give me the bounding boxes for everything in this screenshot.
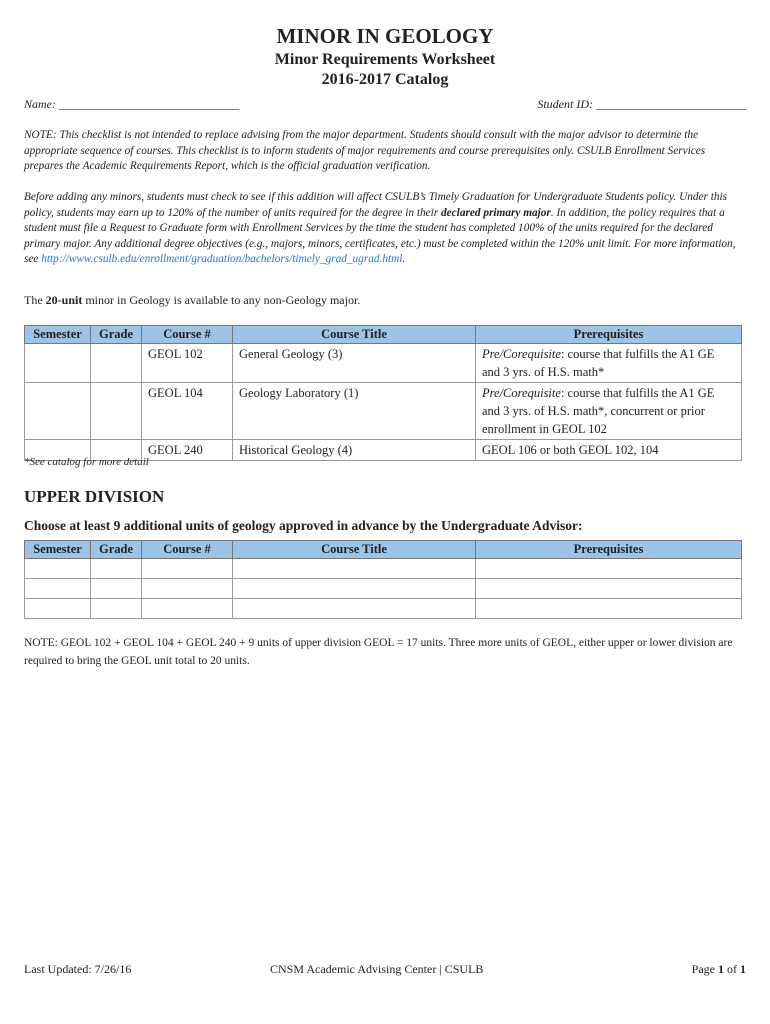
- page-of: of: [724, 962, 740, 976]
- lower-division-table: [24, 325, 742, 461]
- header-prereq: Prerequisites: [476, 326, 742, 344]
- intro-pre: The: [24, 293, 46, 307]
- header-semester: Semester: [25, 326, 91, 344]
- table-header: [25, 326, 742, 344]
- blank-row: [25, 559, 742, 579]
- title-cell[interactable]: [233, 579, 476, 599]
- blank-row: [25, 579, 742, 599]
- header-semester: Semester: [25, 541, 91, 559]
- course-number: GEOL 104: [142, 383, 233, 440]
- page-subtitle: Minor Requirements Worksheet: [274, 51, 496, 68]
- header-title: Course Title: [233, 326, 476, 344]
- prerequisites: [476, 344, 742, 383]
- title-cell[interactable]: [233, 559, 476, 579]
- name-field[interactable]: Name: ______________________________: [24, 97, 239, 111]
- policy-end: .: [402, 253, 406, 265]
- grade-cell[interactable]: [91, 344, 142, 383]
- timely-grad-link[interactable]: http://www.csulb.edu/enrollment/graduation/bachelors/timely_grad_ugrad.html: [41, 253, 403, 265]
- grade-cell[interactable]: [91, 383, 142, 440]
- page-title: MINOR IN GEOLOGY: [276, 24, 494, 48]
- upper-division-heading: UPPER DIVISION: [24, 487, 165, 506]
- page-number: [692, 962, 746, 977]
- course-cell[interactable]: [142, 579, 233, 599]
- page-label: Page: [691, 962, 718, 976]
- intro-text: [24, 293, 360, 308]
- upper-division-table: [24, 540, 742, 619]
- table-row: [25, 383, 742, 440]
- last-updated: Last Updated: 7/26/16: [24, 962, 132, 976]
- catalog-footnote: *See catalog for more detail: [24, 456, 149, 468]
- prereq-label: Pre/Corequisite: [482, 386, 561, 400]
- prereq-cell[interactable]: [476, 579, 742, 599]
- grade-cell[interactable]: [91, 559, 142, 579]
- header-prereq: Prerequisites: [476, 541, 742, 559]
- prereq-label: Pre/Corequisite: [482, 347, 561, 361]
- header-title: Course Title: [233, 541, 476, 559]
- course-number: GEOL 102: [142, 344, 233, 383]
- course-number: GEOL 240: [142, 440, 233, 461]
- page-current: 1: [718, 962, 724, 976]
- student-id-field[interactable]: Student ID: _________________________: [537, 97, 746, 111]
- header-course: Course #: [142, 326, 233, 344]
- course-cell[interactable]: [142, 559, 233, 579]
- blank-row: [25, 599, 742, 619]
- upper-division-note: NOTE: GEOL 102 + GEOL 104 + GEOL 240 + 9 units of upper division GEOL = 17 units. Three more units of GEOL, either upper or lower division are required to bring the GEOL unit total to 20 units.: [24, 637, 733, 667]
- semester-cell[interactable]: [25, 559, 91, 579]
- semester-cell[interactable]: [25, 579, 91, 599]
- prereq-text: : course that fulfills the A1 GE and 3 yrs. of H.S. math*, concurrent or prior enrollment in GEOL 102: [482, 386, 715, 436]
- semester-cell[interactable]: [25, 383, 91, 440]
- intro-post: minor in Geology is available to any non-Geology major.: [82, 293, 361, 307]
- semester-cell[interactable]: [25, 599, 91, 619]
- semester-cell[interactable]: [25, 344, 91, 383]
- course-cell[interactable]: [142, 599, 233, 619]
- advising-note: NOTE: This checklist is not intended to replace advising from the major department. Students should consult with the major advisor to determine the appropriate sequence of courses. This checklist is to inform students of major requirements and course prerequisites only. CSULB Enrollment Services prepares the Academic Requirements Report, which is the official graduation verification.: [24, 129, 706, 172]
- policy-bold: declared primary major: [441, 206, 551, 219]
- grade-cell[interactable]: [91, 579, 142, 599]
- policy-text-2: . In addition, the policy requires that a student must file a Request to Graduate form with Enrollment Services by the time the student has completed 100% of the units required for the declared primary major. Any additional degree objectives (e.g., majors, minors, certificates, etc.) must be completed within the 120% unit limit. For more information, see: [24, 206, 736, 265]
- header-course: Course #: [142, 541, 233, 559]
- title-cell[interactable]: [233, 599, 476, 619]
- prereq-text: : course that fulfills the A1 GE and 3 yrs. of H.S. math*: [482, 347, 715, 379]
- prereq-cell[interactable]: [476, 599, 742, 619]
- table-row: [25, 344, 742, 383]
- header-grade: Grade: [91, 541, 142, 559]
- course-title: General Geology (3): [233, 344, 476, 383]
- policy-paragraph: [24, 190, 744, 268]
- prereq-cell[interactable]: [476, 559, 742, 579]
- intro-bold: 20-unit: [45, 293, 83, 307]
- footer-center: CNSM Academic Advising Center | CSULB: [270, 962, 484, 976]
- course-title: Geology Laboratory (1): [233, 383, 476, 440]
- policy-text: Before adding any minors, students must check to see if this addition will affect CSULB’s Timely Graduation for Undergraduate Students policy. Under this policy, students may earn up to 120% of the number of units required for the degree in their: [24, 191, 728, 219]
- course-title: Historical Geology (4): [233, 440, 476, 461]
- upper-division-instruction: Choose at least 9 additional units of geology approved in advance by the Undergraduate Advisor:: [24, 518, 583, 533]
- prerequisites: [476, 383, 742, 440]
- header-grade: Grade: [91, 326, 142, 344]
- grade-cell[interactable]: [91, 599, 142, 619]
- page-total: 1: [740, 962, 746, 976]
- prerequisites: GEOL 106 or both GEOL 102, 104: [476, 440, 742, 461]
- catalog-year: 2016-2017 Catalog: [321, 71, 449, 88]
- table-header: [25, 541, 742, 559]
